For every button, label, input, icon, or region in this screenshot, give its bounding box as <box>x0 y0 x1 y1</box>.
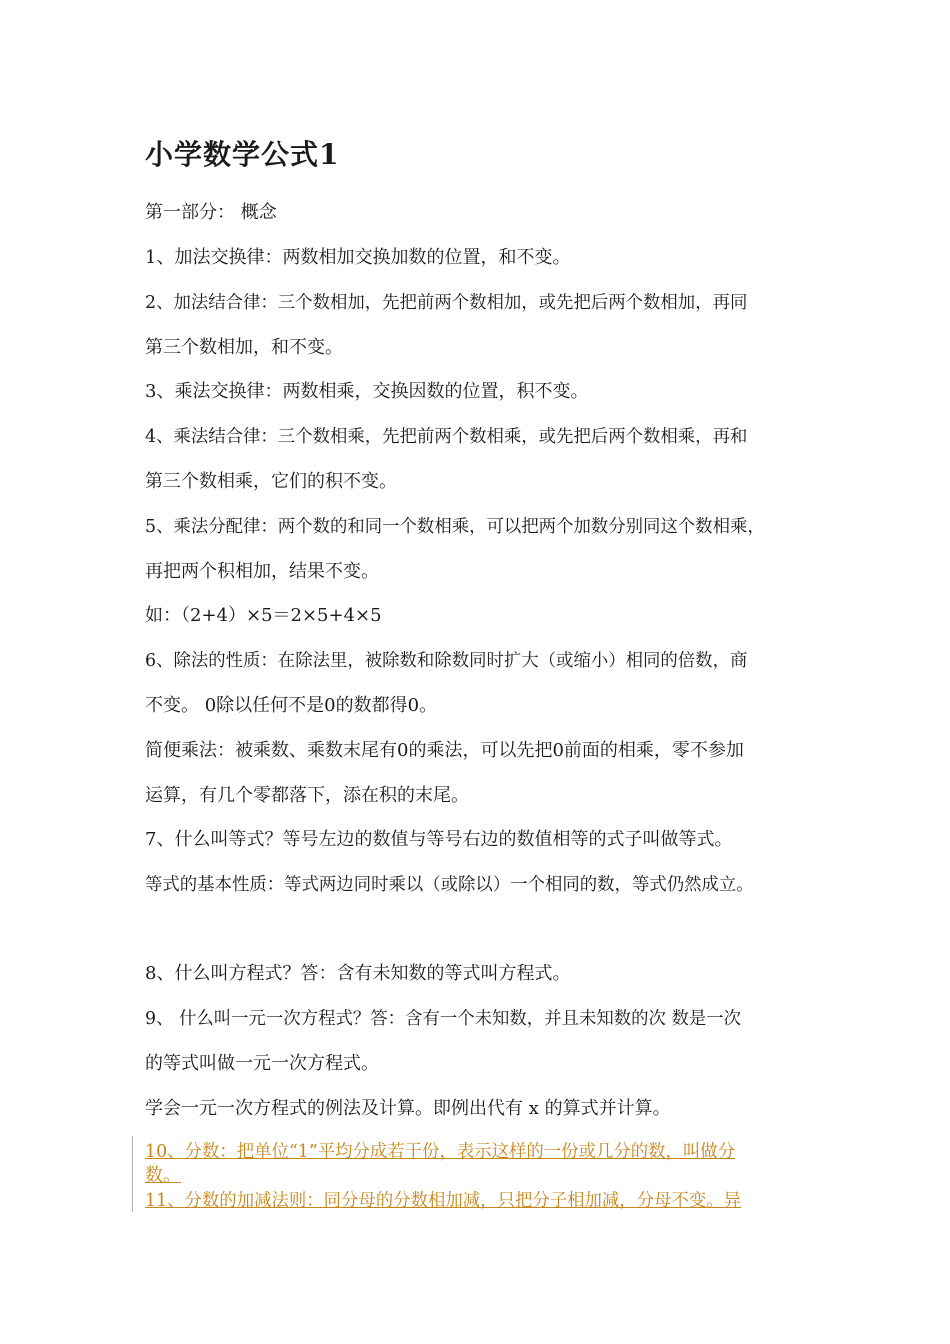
paragraph-line: 等式的基本性质：等式两边同时乘以（或除以）一个相同的数，等式仍然成立。 <box>145 875 754 895</box>
paragraph-line: 简便乘法：被乘数、乘数末尾有0的乘法，可以先把0前面的相乘，零不参加 <box>145 740 744 761</box>
paragraph-line: 6、除法的性质：在除法里，被除数和除数同时扩大（或缩小）相同的倍数，商 <box>145 651 748 671</box>
revised-line: 数。 <box>145 1165 181 1186</box>
paragraph-line: 第三个数相加，和不变。 <box>145 337 343 358</box>
section-heading: 第一部分： 概念 <box>145 202 277 223</box>
revised-line: 11、分数的加减法则：同分母的分数相加减，只把分子相加减，分母不变。异 <box>145 1191 742 1211</box>
paragraph-line: 4、乘法结合律：三个数相乘，先把前两个数相乘，或先把后两个数相乘，再和 <box>145 427 748 447</box>
paragraph-line: 运算，有几个零都落下，添在积的末尾。 <box>145 785 469 806</box>
paragraph-line: 9、 什么叫一元一次方程式？答：含有一个未知数，并且未知数的次 数是一次 <box>145 1009 742 1029</box>
paragraph-line: 不变。 0除以任何不是0的数都得0。 <box>145 695 438 716</box>
paragraph-line: 学会一元一次方程式的例法及计算。即例出代有 x 的算式并计算。 <box>145 1098 671 1119</box>
formula-example: 如：（2+4）×5＝2×5+4×5 <box>145 605 382 626</box>
paragraph-line: 3、乘法交换律：两数相乘，交换因数的位置，积不变。 <box>145 381 589 402</box>
paragraph-line: 5、乘法分配律：两个数的和同一个数相乘，可以把两个加数分别同这个数相乘， <box>145 517 765 537</box>
revision-change-bar <box>132 1136 133 1212</box>
document-title: 小学数学公式1 <box>145 138 340 171</box>
paragraph-line: 1、加法交换律：两数相加交换加数的位置，和不变。 <box>145 247 571 268</box>
paragraph-line: 再把两个积相加，结果不变。 <box>145 561 379 582</box>
paragraph-line: 第三个数相乘，它们的积不变。 <box>145 471 397 492</box>
paragraph-line: 7、什么叫等式？等号左边的数值与等号右边的数值相等的式子叫做等式。 <box>145 829 733 850</box>
revised-line: 10、分数：把单位“1”平均分成若干份，表示这样的一份或几分的数，叫做分 <box>145 1142 736 1162</box>
paragraph-line: 的等式叫做一元一次方程式。 <box>145 1053 379 1074</box>
paragraph-line: 8、什么叫方程式？答：含有未知数的等式叫方程式。 <box>145 963 571 984</box>
paragraph-line: 2、加法结合律：三个数相加，先把前两个数相加，或先把后两个数相加，再同 <box>145 293 748 313</box>
